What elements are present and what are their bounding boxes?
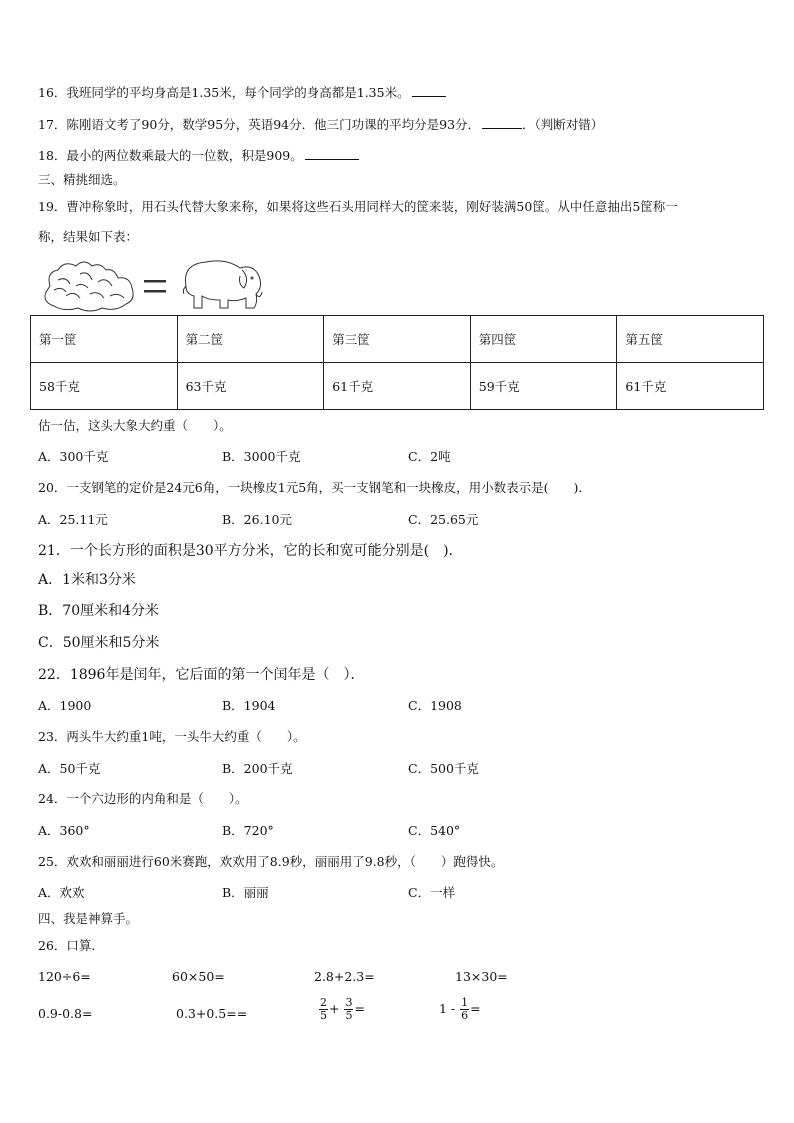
calc-item: 120÷6= [38, 969, 91, 984]
option-19-c[interactable]: C．2吨 [408, 449, 451, 464]
elephant-icon [183, 261, 262, 308]
table-header-cell: 第一筐 [31, 316, 178, 363]
table-cell: 58千克 [31, 363, 178, 410]
option-24-c[interactable]: C．540° [408, 823, 461, 838]
question-17-text: 17．陈刚语文考了90分，数学95分，英语94分．他三门功课的平均分是93分． [38, 117, 481, 132]
calc-fraction-sum [318, 997, 365, 1022]
plus-sign: + [329, 1001, 340, 1016]
table-header-cell: 第二筐 [177, 316, 324, 363]
stones-pile-icon [45, 262, 133, 311]
calc-item: 0.9-0.8= [38, 1006, 93, 1021]
option-20-b[interactable]: B．26.10元 [222, 512, 292, 527]
calc-item: 2.8+2.3= [314, 969, 375, 984]
fraction [344, 997, 353, 1022]
question-20: 20．一支钢笔的定价是24元6角，一块橡皮1元5角，买一支钢笔和一块橡皮，用小数表示是( )． [38, 480, 591, 495]
option-19-b[interactable]: B．3000千克 [222, 449, 301, 464]
option-20-a[interactable]: A．25.11元 [38, 512, 108, 527]
option-20-c[interactable]: C．25.65元 [408, 512, 479, 527]
question-22: 22．1896年是闰年，它后面的第一个闰年是（ ）． [38, 667, 365, 683]
question-17 [38, 116, 603, 133]
option-21-b[interactable]: B．70厘米和4分米 [38, 603, 160, 619]
one-minus-text: 1 - [439, 1001, 456, 1016]
question-21: 21．一个长方形的面积是30平方分米，它的长和宽可能分别是( )． [38, 543, 463, 559]
question-19-line-1: 19．曹冲称象时，用石头代替大象来称，如果将这些石头用同样大的筐来装，刚好装满50筐。从中任意抽出5筐称一 [38, 199, 678, 214]
fraction-denominator: 6 [461, 1009, 469, 1022]
option-25-c[interactable]: C．一样 [408, 885, 456, 900]
question-26: 26．口算. [38, 938, 96, 953]
table-cell: 59千克 [470, 363, 617, 410]
section-3-title: 三、精挑细选。 [38, 172, 126, 187]
table-header-row [31, 316, 764, 363]
question-17-suffix: ．（判断对错） [522, 117, 604, 132]
option-22-b[interactable]: B．1904 [222, 698, 276, 713]
answer-blank-17[interactable] [482, 116, 522, 129]
option-22-c[interactable]: C．1908 [408, 698, 462, 713]
table-header-cell: 第四筐 [470, 316, 617, 363]
option-24-b[interactable]: B．720° [222, 823, 274, 838]
option-23-b[interactable]: B．200千克 [222, 761, 293, 776]
table-header-cell: 第五筐 [617, 316, 764, 363]
fraction-denominator: 5 [345, 1009, 353, 1022]
fraction [319, 997, 328, 1022]
fraction-numerator: 2 [320, 996, 327, 1009]
question-18 [38, 147, 359, 164]
table-row [31, 363, 764, 410]
question-16 [38, 84, 446, 101]
question-16-text: 16．我班同学的平均身高是1.35米，每个同学的身高都是1.35米。 [38, 85, 410, 100]
calc-item: 60×50= [172, 969, 225, 984]
table-cell: 63千克 [177, 363, 324, 410]
option-23-c[interactable]: C．500千克 [408, 761, 479, 776]
table-header-cell: 第三筐 [324, 316, 471, 363]
question-25: 25．欢欢和丽丽进行60米赛跑，欢欢用了8.9秒，丽丽用了9.8秒，（ ）跑得快。 [38, 854, 504, 869]
table-cell: 61千克 [617, 363, 764, 410]
fraction-denominator: 5 [320, 1009, 327, 1022]
calc-fraction-difference [439, 997, 481, 1022]
question-23: 23．两头牛大约重1吨，一头牛大约重（ ）。 [38, 729, 306, 744]
equals-sign-icon [144, 280, 166, 293]
fraction [460, 997, 469, 1022]
question-18-text: 18．最小的两位数乘最大的一位数，积是909。 [38, 148, 303, 163]
option-21-a[interactable]: A．1米和3分米 [38, 572, 136, 588]
option-25-b[interactable]: B．丽丽 [222, 885, 269, 900]
answer-blank-16[interactable] [412, 84, 446, 97]
question-19-prompt: 估一估，这头大象大约重（ ）。 [38, 418, 232, 433]
basket-weights-table [30, 315, 764, 410]
section-4-title: 四、我是神算手。 [38, 911, 139, 926]
calc-item: 0.3+0.5== [176, 1006, 248, 1021]
option-21-c[interactable]: C．50厘米和5分米 [38, 635, 160, 651]
option-25-a[interactable]: A．欢欢 [38, 885, 85, 900]
calc-item: 13×30= [455, 969, 508, 984]
equals-sign: = [470, 1001, 481, 1016]
option-22-a[interactable]: A．1900 [38, 698, 92, 713]
table-cell: 61千克 [324, 363, 471, 410]
stones-equals-elephant-illustration [36, 250, 266, 314]
question-19-line-2: 称，结果如下表： [38, 229, 139, 244]
fraction-numerator: 1 [461, 996, 469, 1009]
answer-blank-18[interactable] [305, 147, 359, 160]
option-23-a[interactable]: A．50千克 [38, 761, 101, 776]
question-24: 24．一个六边形的内角和是（ ）。 [38, 791, 248, 806]
equals-sign: = [354, 1001, 365, 1016]
option-24-a[interactable]: A．360° [38, 823, 90, 838]
option-19-a[interactable]: A．300千克 [38, 449, 109, 464]
fraction-numerator: 3 [345, 996, 353, 1009]
